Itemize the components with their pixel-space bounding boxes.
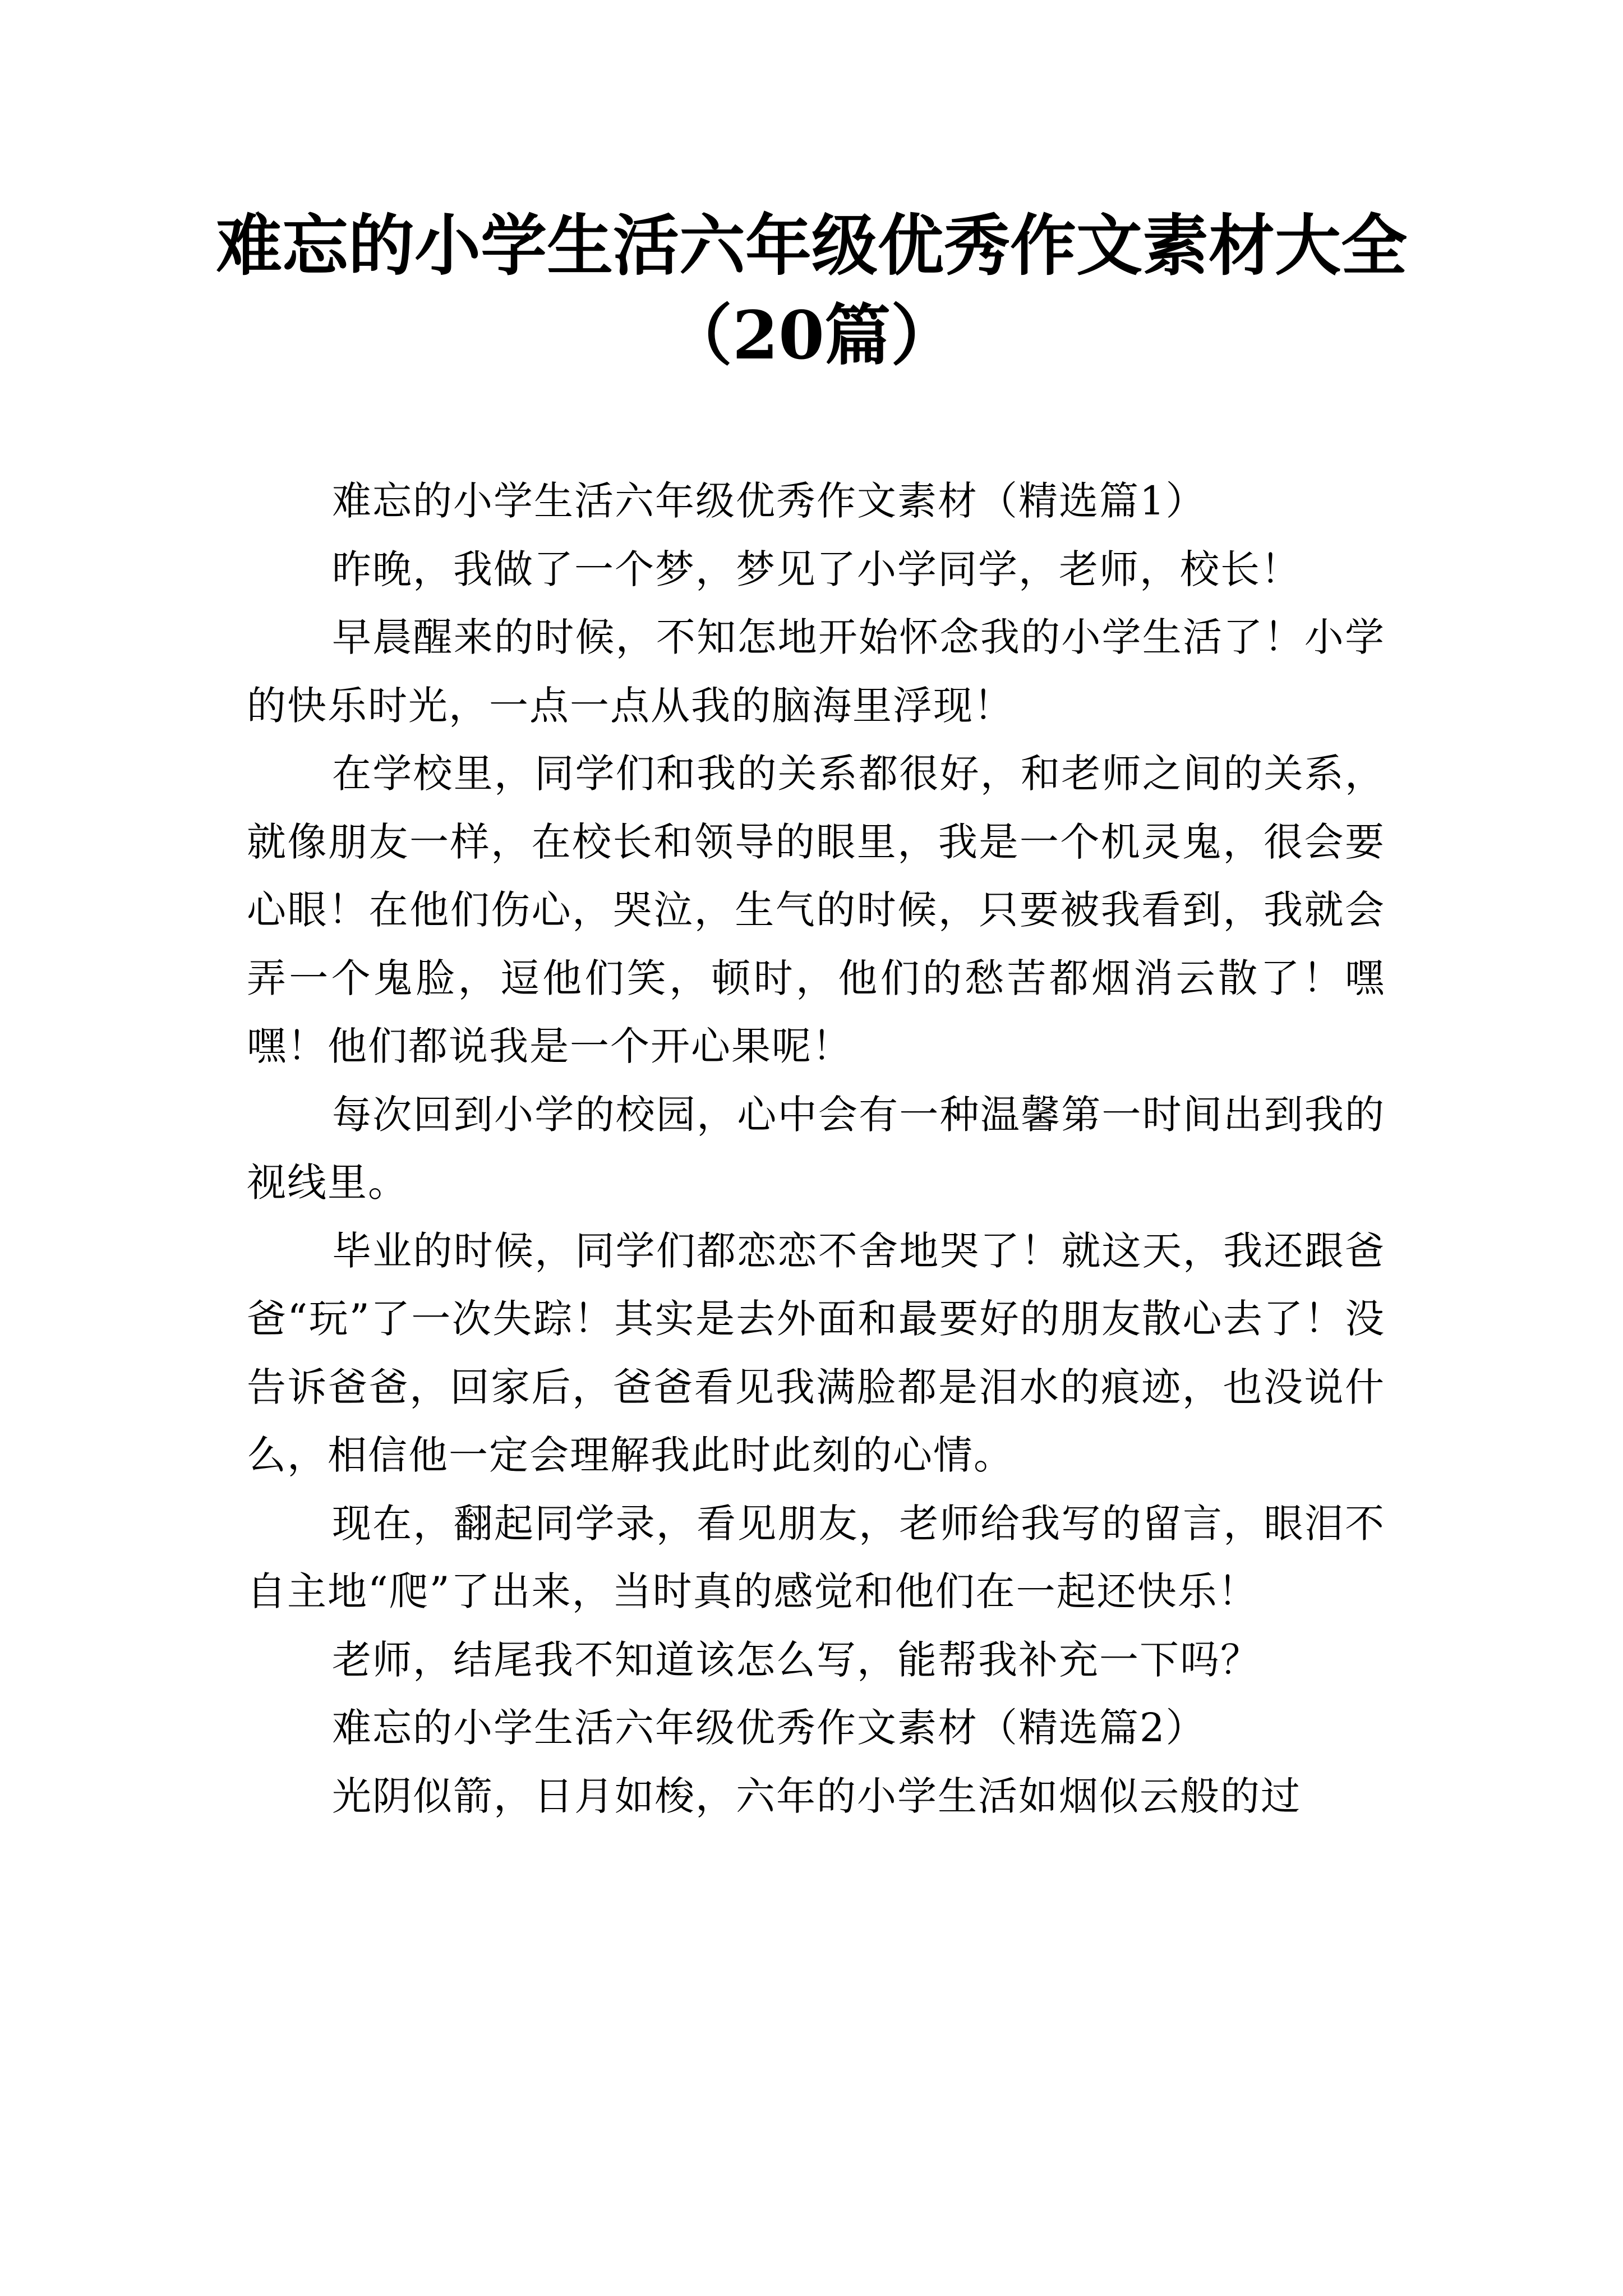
document-title (0, 201, 1623, 380)
paragraph: 昨晚，我做了一个梦，梦见了小学同学，老师，校长！ (332, 546, 1301, 592)
paragraph: 现在，翻起同学录，看见朋友，老师给我写的留言，眼泪不自主地“爬”了出来，当时真的感觉和他们在一起还快乐！ (247, 1500, 1385, 1614)
title-line-2: （20篇） (666, 296, 957, 374)
paragraph-section-heading-2: 难忘的小学生活六年级优秀作文素材（精选篇2） (332, 1705, 1206, 1751)
paragraph: 每次回到小学的校园，心中会有一种温馨第一时间出到我的视线里。 (247, 1091, 1385, 1205)
paragraph: 早晨醒来的时候，不知怎地开始怀念我的小学生活了！小学的快乐时光，一点一点从我的脑海里浮现！ (247, 614, 1385, 729)
document-body (247, 467, 1385, 1830)
paragraph: 光阴似箭，日月如梭，六年的小学生活如烟似云般的过 (332, 1773, 1301, 1819)
paragraph: 老师，结尾我不知道该怎么写，能帮我补充一下吗？ (332, 1636, 1261, 1683)
title-line-1: 难忘的小学生活六年级优秀作文素材大全 (215, 206, 1407, 284)
paragraph-section-heading-1: 难忘的小学生活六年级优秀作文素材（精选篇1） (332, 478, 1206, 524)
paragraph: 在学校里，同学们和我的关系都很好，和老师之间的关系，就像朋友一样，在校长和领导的眼里，我是一个机灵鬼，很会要心眼！在他们伤心，哭泣，生气的时候，只要被我看到，我就会弄一个鬼脸，逗他们笑，顿时，他们的愁苦都烟消云散了！嘿嘿！他们都说我是一个开心果呢！ (247, 751, 1385, 1069)
paragraph: 毕业的时候，同学们都恋恋不舍地哭了！就这天，我还跟爸爸“玩”了一次失踪！其实是去外面和最要好的朋友散心去了！没告诉爸爸，回家后，爸爸看见我满脸都是泪水的痕迹，也没说什么，相信他一定会理解我此时此刻的心情。 (247, 1227, 1385, 1478)
